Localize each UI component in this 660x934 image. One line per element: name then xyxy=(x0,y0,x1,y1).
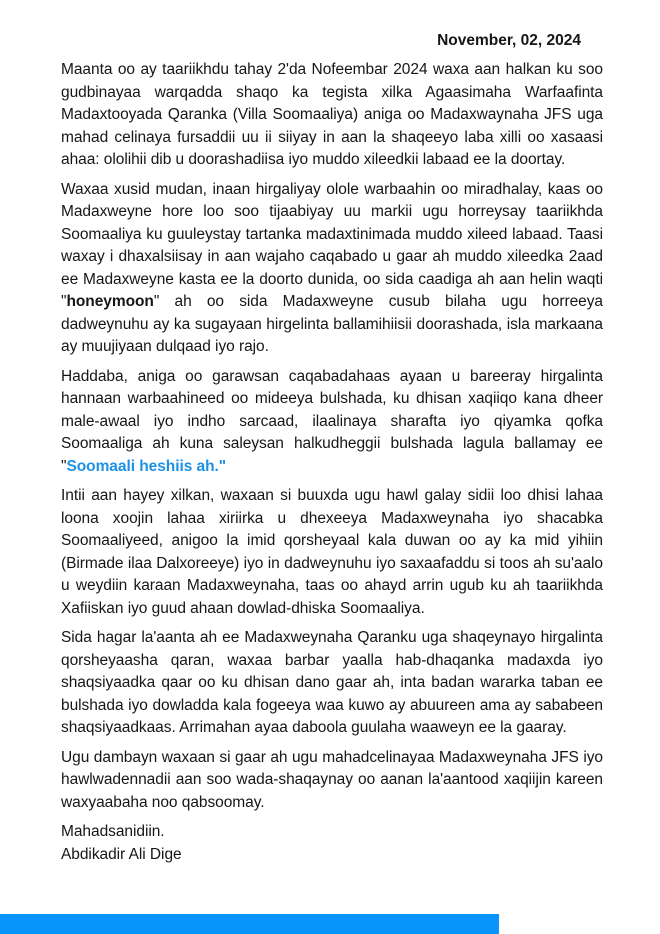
paragraph-4-text: Intii aan hayey xilkan, waxaan si buuxda ugu hawl galay sidii loo dhisi lahaa loona xoojin lahaa xiriirka u dhexeeya Madaxweynaha iyo shacabka Soomaaliyeed, anigoo la imid qorsheyaal kala duwan oo ay ka mid yihiin (Birmade ilaa Dalxoreeye) iyo in dadweynuhu iyo saxaafaddu si toos ah su'aalo u weydiin karaan Madaxweynaha, taas oo ahayd arrin ugub ku ah taariikhda Xafiiskan iyo guud ahaan dowlad-dhiska Soomaaliya. xyxy=(61,487,603,617)
paragraph-2-text-before: Waxaa xusid mudan, inaan hirgaliyay olole warbaahin oo miradhalay, kaas oo Madaxweyne hore loo soo tijaabiyay uu markii ugu horreysay taariikhda Soomaaliya ku guuleystay tartanka madaxtinimada muddo xileed labaad. Taasi waxay i dhaxalsiisay in aan wajaho caqabado u gaar ah muddo xileedka 2aad ee Madaxweyne kasta ee la doorto dunida, oo sida caadiga ah aan helin waqti " xyxy=(61,180,603,310)
letter-date: November, 02, 2024 xyxy=(437,32,581,49)
paragraph-2 xyxy=(61,179,603,359)
paragraph-5-text: Sida hagar la'aanta ah ee Madaxweynaha Qaranku uga shaqeynayo hirgalinta qorsheyaasha qaran, waxaa barbar yaalla hab-dhaqanka madaxda iyo shaqsiyaadka qaar oo ku dhisan dano gaar ah, inta badan wararka taban ee bulshada iyo dowladda kala fogeeya waa kuwo ay abuureen ama ay sababeen shaqsiyaadkaas. Arrimahan ayaa daboola guulaha waaweyn ee la gaaray. xyxy=(61,629,603,736)
paragraph-3 xyxy=(61,366,603,479)
footer-bar xyxy=(0,914,499,934)
honeymoon-bold-text: honeymoon xyxy=(66,293,154,310)
paragraph-1-text: Maanta oo ay taariikhdu tahay 2'da Nofeembar 2024 waxa aan halkan ku soo gudbinayaa warqadda shaqo ka tegista xilka Agaasimaha Warfaafinta Madaxtooyada Qaranka (Villa Soomaaliya) aniga oo Madaxwaynaha JFS uga mahad celinaya fursaddii uu ii siiyay in aan la shaqeeyo laba xilli oo xasaasi ahaa: ololihii dib u doorashadiisa iyo muddo xileedkii labaad ee la doortay. xyxy=(61,61,603,168)
paragraph-1 xyxy=(61,59,603,172)
signature-name: Abdikadir Ali Dige xyxy=(61,845,182,863)
paragraph-6 xyxy=(61,747,603,815)
slogan-highlight: Soomaali heshiis ah." xyxy=(66,457,227,475)
paragraph-3-text-before: Haddaba, aniga oo garawsan caqabadahaas ayaan u bareeray hirgalinta hannaan warbaahineed oo mideeya bulshada, ku dhisan xaqiiqo kana dheer male-awaal iyo indho sarcaad, ilaalinaya sharafta iyo qiyamka qofka Soomaaliga ah kuna saleysan halkudheggii bulshada lagula ballamay ee " xyxy=(61,367,603,475)
closing-word: Mahadsanidiin. xyxy=(61,823,165,840)
paragraph-6-text: Ugu dambayn waxaan si gaar ah ugu mahadcelinayaa Madaxweynaha JFS iyo hawlwadennadii aan soo wada-shaqaynay oo aanan la'aantood xaqiijin kareen waxyaabaha noo qabsoomay. xyxy=(61,748,603,811)
paragraph-2-text-after: " ah oo sida Madaxweyne cusub bilaha ugu horreeya dadweynuhu ay ka sugayaan hirgelinta ballamihiisii doorashada, isla markaana ay muujiyaan dulqaad iyo rajo. xyxy=(61,293,603,355)
paragraph-5 xyxy=(61,627,603,740)
paragraph-4 xyxy=(61,485,603,620)
